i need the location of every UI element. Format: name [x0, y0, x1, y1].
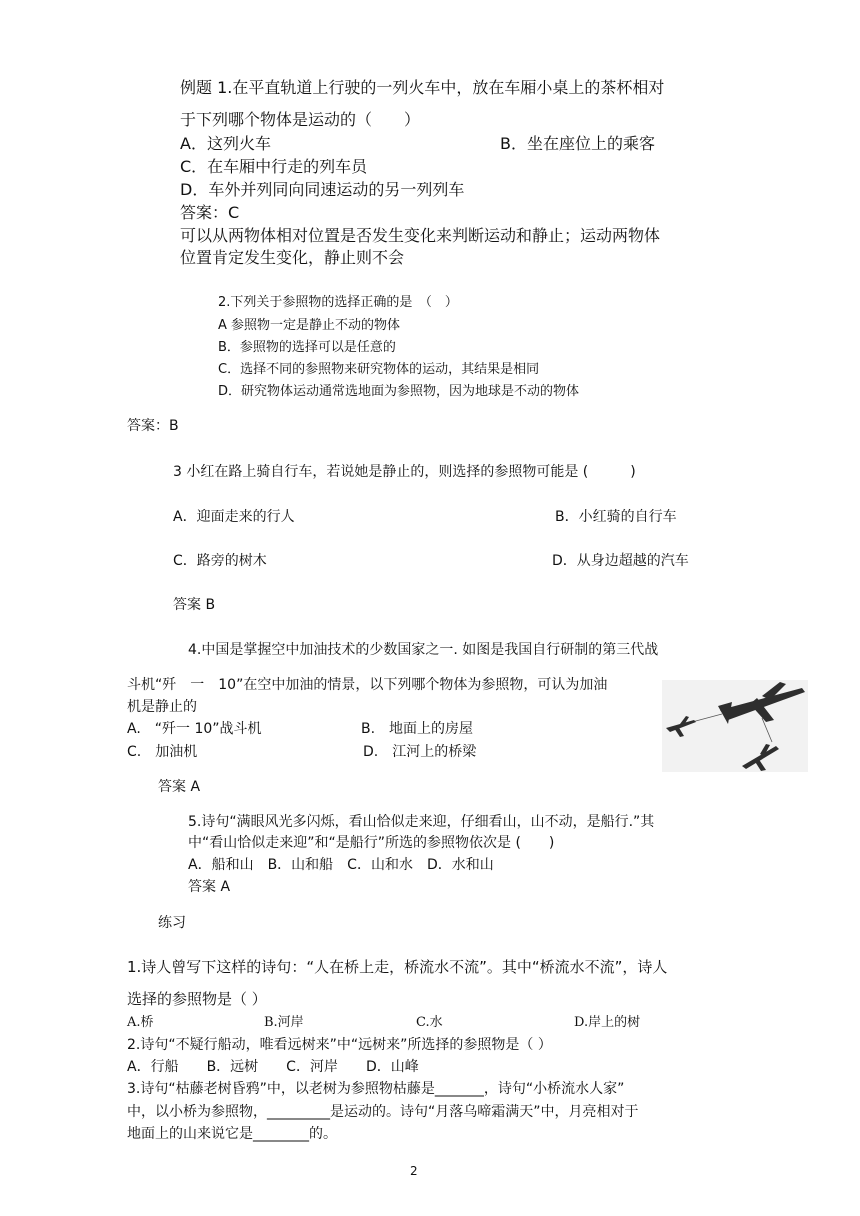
- q4-option-a: A. “歼一 10”战斗机: [127, 721, 262, 737]
- practice-1-line2: 选择的参照物是（ ）: [127, 990, 267, 1008]
- practice-3-line3: 地面上的山来说它是________的。: [127, 1126, 337, 1142]
- q4-line2: 斗机“歼 一 10”在空中加油的情景，以下列哪个物体为参照物，可认为加油: [127, 677, 608, 693]
- q3-stem: 3 小红在路上骑自行车，若说她是静止的，则选择的参照物可能是 ( ): [173, 464, 636, 480]
- practice-3-line2: 中，以小桥为参照物，_________是运动的。诗句“月落乌啼霜满天”中，月亮相对于: [127, 1104, 639, 1120]
- q5-options: A．船和山 B．山和船 C．山和水 D．水和山: [188, 857, 494, 873]
- q5-answer: 答案 A: [188, 879, 231, 895]
- q2-option-b: B．参照物的选择可以是任意的: [218, 340, 396, 355]
- aircraft-refueling-image: [662, 680, 808, 772]
- practice-1-option-d: D.岸上的树: [574, 1015, 641, 1030]
- q5-line1: 5.诗句“满眼风光多闪烁，看山恰似走来迎，仔细看山，山不动，是船行.”其: [188, 814, 655, 830]
- practice-title: 练习: [158, 915, 186, 931]
- q2-stem: 2.下列关于参照物的选择正确的是 （ ）: [218, 295, 458, 310]
- aircraft-icon: [662, 680, 808, 772]
- practice-1-option-a: A.桥: [127, 1015, 154, 1030]
- q1-explanation-1: 可以从两物体相对位置是否发生变化来判断运动和静止；运动两物体: [180, 226, 661, 245]
- q1-option-d: D．车外并列同向同速运动的另一列列车: [180, 180, 465, 199]
- practice-2-options: A．行船 B．远树 C．河岸 D．山峰: [127, 1059, 419, 1075]
- q1-option-c: C．在车厢中行走的列车员: [180, 157, 368, 176]
- q3-option-c: C．路旁的树木: [173, 553, 267, 569]
- q1-line2: 于下列哪个物体是运动的（ ）: [180, 110, 421, 129]
- q4-option-b: B. 地面上的房屋: [361, 721, 474, 737]
- q2-answer: 答案：B: [127, 418, 179, 434]
- q2-option-d: D．研究物体运动通常选地面为参照物，因为地球是不动的物体: [218, 384, 580, 399]
- practice-2-stem: 2.诗句“不疑行船动，唯看远树来”中“远树来”所选择的参照物是（ ）: [127, 1037, 552, 1053]
- practice-1-line1: 1.诗人曾写下这样的诗句：“人在桥上走，桥流水不流”。其中“桥流水不流”，诗人: [127, 958, 668, 976]
- q1-answer: 答案：C: [180, 203, 240, 222]
- q1-option-a: A．这列火车: [180, 134, 271, 153]
- q4-line1: 4.中国是掌握空中加油技术的少数国家之一. 如图是我国自行研制的第三代战: [188, 642, 659, 658]
- q3-option-d: D．从身边超越的汽车: [552, 553, 689, 569]
- q5-line2: 中“看山恰似走来迎”和“是船行”所选的参照物依次是 ( ): [188, 835, 555, 851]
- page-number: 2: [410, 1164, 418, 1178]
- q1-explanation-2: 位置肯定发生变化，静止则不会: [180, 248, 405, 267]
- q4-option-c: C. 加油机: [127, 744, 198, 760]
- practice-3-line1: 3.诗句“枯藤老树昏鸦”中，以老树为参照物枯藤是_______，诗句“小桥流水人家”: [127, 1081, 625, 1097]
- q3-option-a: A．迎面走来的行人: [173, 509, 295, 525]
- q4-line3: 机是静止的: [127, 699, 197, 715]
- q2-option-c: C．选择不同的参照物来研究物体的运动，其结果是相同: [218, 362, 540, 377]
- q4-option-d: D. 江河上的桥梁: [363, 744, 477, 760]
- q4-answer: 答案 A: [158, 779, 201, 795]
- q1-line1: 例题 1.在平直轨道上行驶的一列火车中，放在车厢小桌上的茶杯相对: [180, 78, 665, 97]
- practice-1-option-b: B.河岸: [264, 1015, 304, 1030]
- q3-answer: 答案 B: [173, 597, 216, 613]
- q3-option-b: B．小红骑的自行车: [555, 509, 677, 525]
- q2-option-a: A 参照物一定是静止不动的物体: [218, 318, 401, 333]
- q1-option-b: B．坐在座位上的乘客: [500, 134, 655, 153]
- practice-1-option-c: C.水: [416, 1015, 443, 1030]
